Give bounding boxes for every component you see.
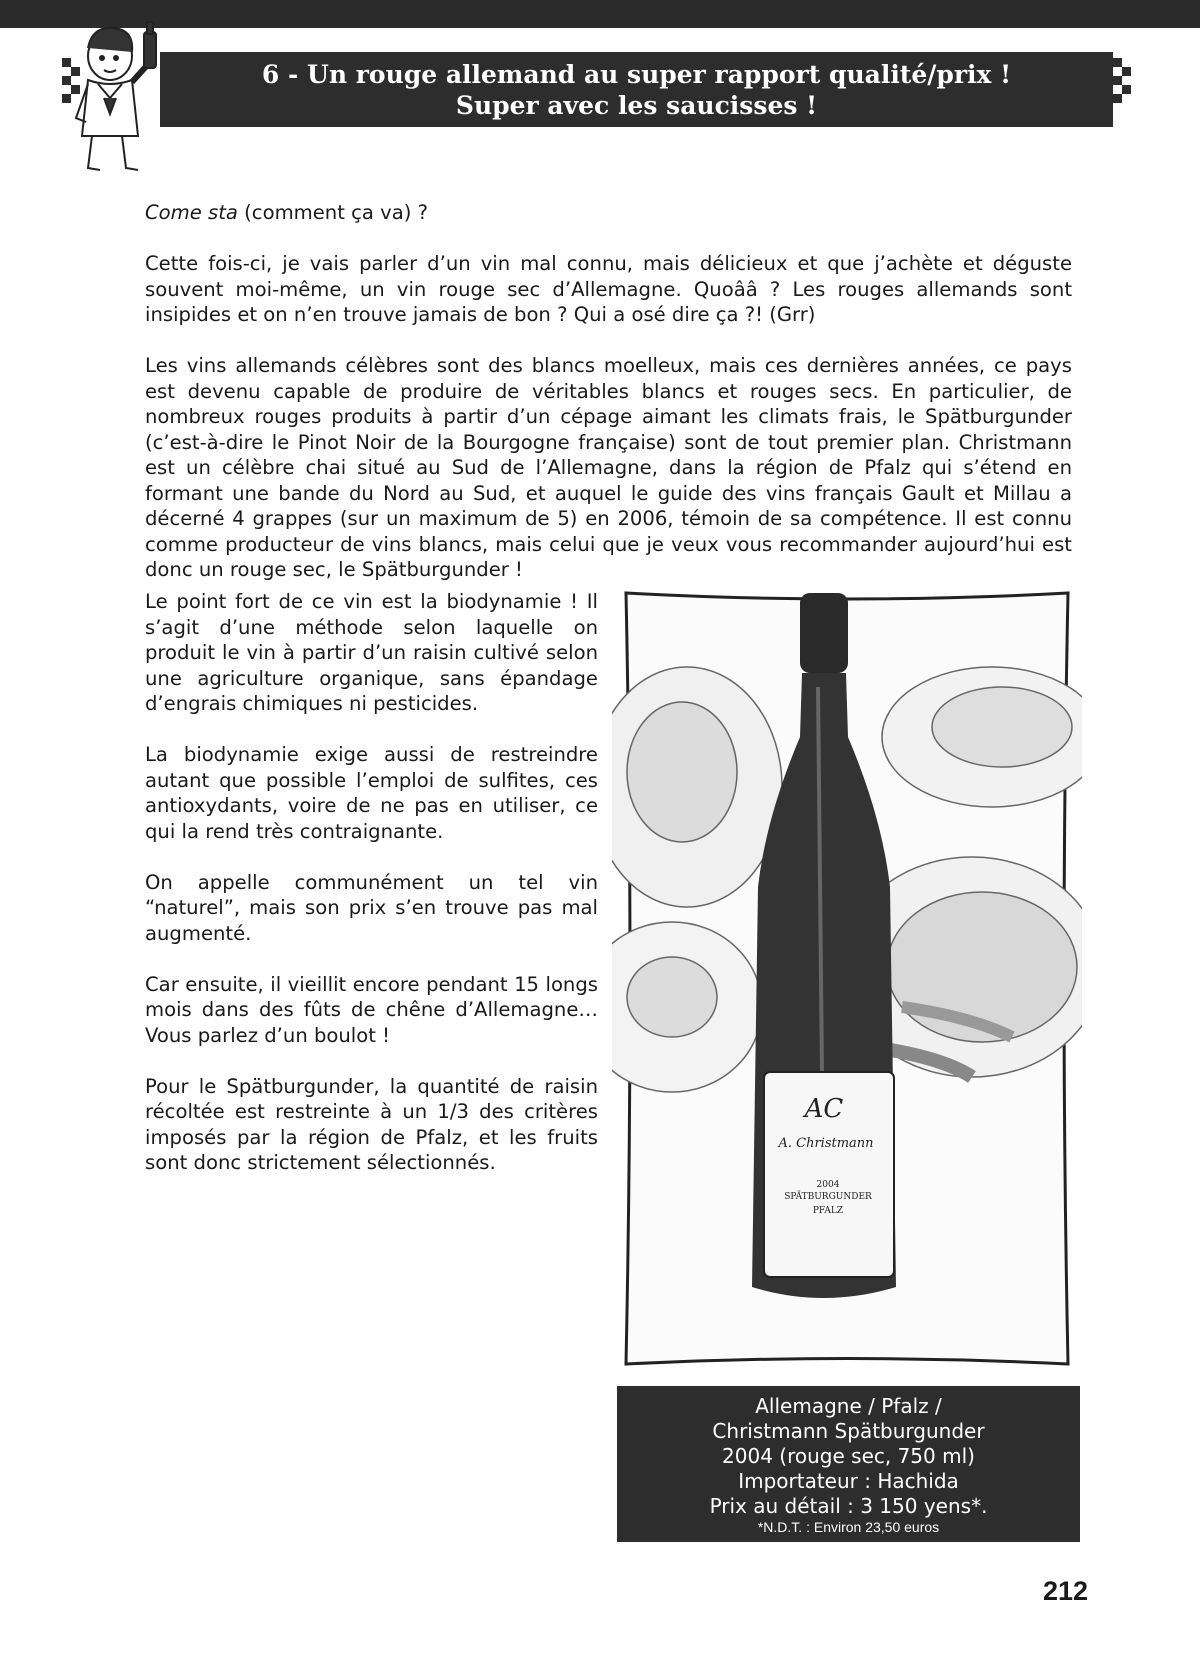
chapter-title-line1: 6 - Un rouge allemand au super rapport qualité/prix ! xyxy=(261,59,1012,89)
label-region: PFALZ xyxy=(812,1206,844,1216)
label-wine: SPÄTBURGUNDER xyxy=(784,1192,872,1202)
greeting-italic: Come sta xyxy=(145,201,238,224)
greeting-rest: (comment ça va) ? xyxy=(237,201,429,224)
label-year: 2004 xyxy=(816,1180,840,1190)
label-producer: A. Christmann xyxy=(778,1136,874,1151)
greeting-paragraph xyxy=(145,200,1072,226)
side-paragraph-5: Pour le Spätburgunder, la quantité de raisin récoltée est restreinte à un 1/3 des critères imposés par la région de Pfalz, et les fruits sont donc strictement sélectionnés. xyxy=(145,1074,598,1174)
side-paragraph-4: Car ensuite, il vieillit encore pendant 15 longs mois dans des fûts de chêne d’Allemagne… Vous parlez d’un boulot ! xyxy=(145,972,598,1047)
caption-line-2: Christmann Spätburgunder xyxy=(712,1419,985,1443)
intro-paragraph-3: Les vins allemands célèbres sont des blancs moelleux, mais ces dernières années, ce pays est devenu capable de produire de véritables blancs et rouges secs. En particulier, de nombreux rouges produits à partir d’un cépage aimant les climats frais, le Spätburgunder (c’est-à-dire le Pinot Noir de la Bourgogne française) sont de tout premier plan. Christmann est un célèbre chai situé au Sud de l’Allemagne, dans la région de Pfalz qui s’étend en formant une bande du Nord au Sud, et auquel le guide des vins français Gault et Millau a décerné 4 grappes (sur un maximum de 5) en 2006, témoin de sa compétence. Il est connu comme producteur de vins blancs, mais celui que je veux vous recommander aujourd’hui est donc un rouge sec, le Spätburgunder ! xyxy=(145,354,1072,581)
side-paragraph-3: On appelle communément un tel vin “naturel”, mais son prix s’en trouve pas mal augmenté. xyxy=(145,870,598,945)
sommelier-mascot-illustration xyxy=(58,18,176,178)
label-logo: AC xyxy=(804,1094,844,1124)
chapter-title-line2: Super avec les saucisses ! xyxy=(455,90,818,120)
caption-translator-note: *N.D.T. : Environ 23,50 euros xyxy=(757,1519,940,1535)
side-paragraph-2: La biodynamie exige aussi de restreindre autant que possible l’emploi de sulfites, ces antioxydants, voire de ne pas en utiliser, ce qui la rend très contraignante. xyxy=(145,743,598,843)
intro-paragraph-2: Cette fois-ci, je vais parler d’un vin mal connu, mais délicieux et que j’achète et déguste souvent moi-même, un vin rouge sec d’Allemagne. Quoââ ? Les rouges allemands sont insipides et on n’en trouve jamais de bon ? Qui a osé dire ça ?! (Grr) xyxy=(145,252,1072,326)
wine-bottle-illustration xyxy=(612,587,1082,1370)
page-number: 212 xyxy=(1042,1576,1088,1606)
side-paragraph-1: Le point fort de ce vin est la biodynamie ! Il s’agit d’une méthode selon laquelle on produit le vin à partir d’un raisin cultivé selon une agriculture organique, sans épandage d’engrais chimiques ni pesticides. xyxy=(145,590,598,715)
caption-line-1: Allemagne / Pfalz / xyxy=(755,1394,942,1418)
intro-text xyxy=(145,200,1072,583)
side-column-text xyxy=(145,589,598,1176)
chapter-title-banner xyxy=(160,52,1113,127)
wine-caption-box xyxy=(617,1386,1080,1542)
caption-line-5: Prix au détail : 3 150 yens*. xyxy=(709,1494,988,1518)
caption-line-4: Importateur : Hachida xyxy=(738,1469,959,1493)
caption-line-3: 2004 (rouge sec, 750 ml) xyxy=(722,1444,975,1468)
top-bar xyxy=(0,0,1200,28)
